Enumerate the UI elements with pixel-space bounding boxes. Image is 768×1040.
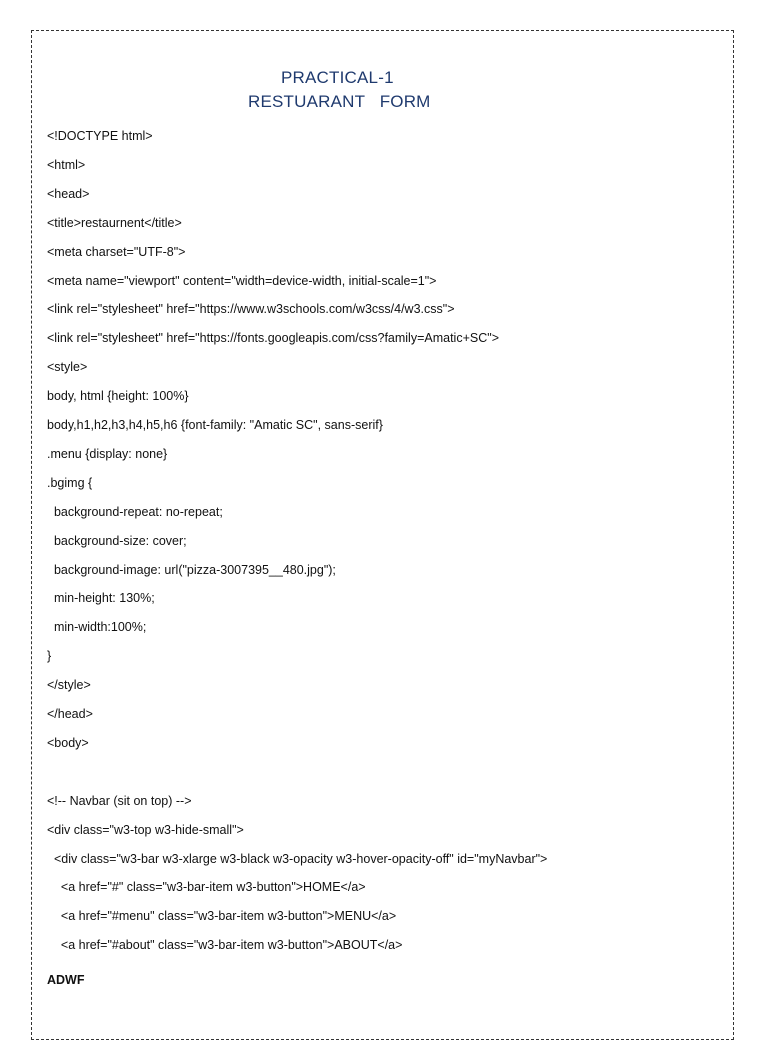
code-line: <a href="#" class="w3-bar-item w3-button">HOME</a> <box>47 880 366 895</box>
practical-title: PRACTICAL-1 <box>281 68 394 87</box>
code-line: <link rel="stylesheet" href="https://fonts.googleapis.com/css?family=Amatic+SC"> <box>47 331 499 346</box>
code-line: <a href="#menu" class="w3-bar-item w3-button">MENU</a> <box>47 909 397 924</box>
footer-label: ADWF <box>47 973 85 987</box>
code-line: <meta charset="UTF-8"> <box>47 244 186 259</box>
code-line: <div class="w3-top w3-hide-small"> <box>47 822 244 837</box>
restaurant-form-title: RESTUARANT FORM <box>248 92 431 111</box>
code-line: <!DOCTYPE html> <box>47 129 153 143</box>
code-line: <head> <box>47 186 90 201</box>
code-line: <meta name="viewport" content="width=device-width, initial-scale=1"> <box>47 273 437 288</box>
code-line: background-repeat: no-repeat; <box>47 504 223 519</box>
code-line: min-height: 130%; <box>47 591 155 606</box>
code-line: <link rel="stylesheet" href="https://www.w3schools.com/w3css/4/w3.css"> <box>47 302 455 317</box>
code-line: <div class="w3-bar w3-xlarge w3-black w3-opacity w3-hover-opacity-off" id="myNavbar"> <box>47 851 548 866</box>
code-line: <body> <box>47 735 89 750</box>
code-line: .menu {display: none} <box>47 446 168 461</box>
code-line: } <box>47 649 52 664</box>
code-line: <title>restaurnent</title> <box>47 215 182 230</box>
code-line: .bgimg { <box>47 475 93 490</box>
code-line: min-width:100%; <box>47 620 147 635</box>
code-line: body,h1,h2,h3,h4,h5,h6 {font-family: "Amatic SC", sans-serif} <box>47 418 383 432</box>
code-line: </style> <box>47 678 91 693</box>
code-line: body, html {height: 100%} <box>47 389 189 404</box>
code-line: background-image: url("pizza-3007395__480.jpg"); <box>47 562 336 577</box>
code-line: </head> <box>47 707 93 721</box>
code-line: <html> <box>47 157 86 172</box>
code-line: <!-- Navbar (sit on top) --> <box>47 793 192 808</box>
code-line: <style> <box>47 360 88 375</box>
code-line: background-size: cover; <box>47 533 187 548</box>
code-line: <a href="#about" class="w3-bar-item w3-button">ABOUT</a> <box>47 938 403 953</box>
